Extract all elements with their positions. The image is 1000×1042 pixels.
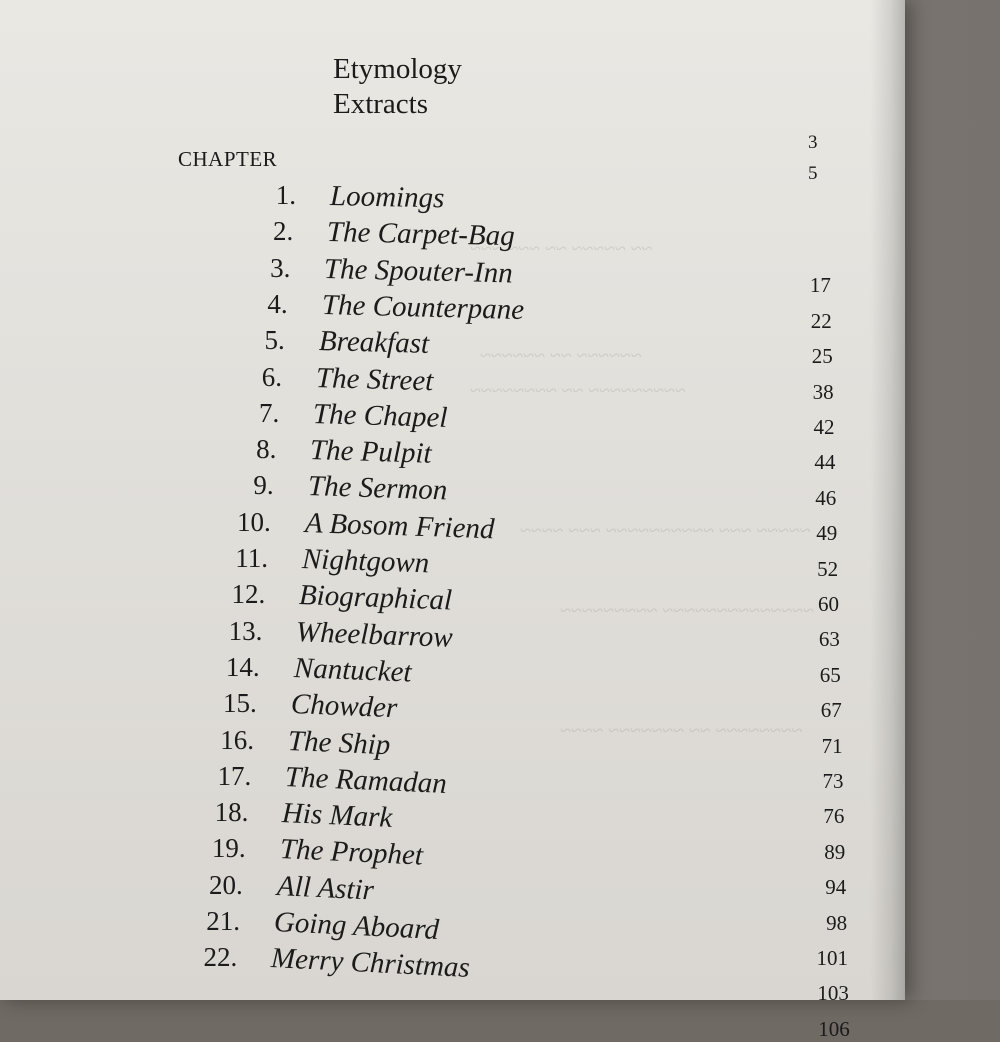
chapter-page-number: 98: [826, 910, 848, 935]
chapter-number: 12.: [231, 579, 266, 610]
chapter-page-number: 76: [823, 804, 845, 829]
chapter-page-number: 22: [810, 308, 832, 333]
front-matter-page: 3: [808, 132, 818, 153]
front-matter-title: Extracts: [333, 88, 429, 120]
chapter-title: The Ship: [287, 724, 391, 761]
show-through-text: ~~~~~~ ~~ ~~~~~~: [480, 345, 642, 367]
chapter-page-number: 38: [812, 379, 834, 404]
chapter-page-number: 25: [811, 344, 833, 369]
chapter-number: 4.: [267, 288, 288, 319]
chapter-page-number: 60: [818, 592, 839, 616]
chapter-title: Going Aboard: [273, 906, 440, 947]
chapter-title: The Ramadan: [284, 760, 448, 800]
chapter-title: The Street: [315, 361, 434, 397]
chapter-page-number: 106: [818, 1016, 850, 1041]
chapter-title: The Counterpane: [321, 288, 525, 326]
toc-row: [0, 979, 860, 1041]
chapter-page-number: 73: [822, 769, 844, 793]
chapter-number: 22.: [203, 942, 238, 973]
chapter-label: CHAPTER: [178, 147, 278, 171]
front-matter-page: 5: [808, 163, 818, 184]
chapter-number: 3.: [270, 252, 291, 283]
chapter-page-number: 49: [816, 521, 838, 546]
chapter-number: 19.: [211, 833, 246, 864]
chapter-number: 6.: [261, 361, 282, 392]
show-through-text: ~~~~~ ~~~ ~~~~~~~~~~ ~~~ ~~~~: [520, 520, 811, 542]
chapter-page-number: 63: [818, 627, 840, 652]
chapter-title: The Sermon: [307, 470, 448, 507]
chapter-number: 16.: [220, 724, 254, 755]
chapter-number: 17.: [217, 760, 252, 791]
chapter-title: The Chapel: [312, 397, 449, 434]
chapter-page-number: 42: [813, 415, 835, 439]
chapter-number: 1.: [275, 180, 296, 210]
chapter-number: 10.: [237, 506, 271, 537]
chapter-title: Nantucket: [292, 651, 412, 689]
page-edge-shadow: [870, 0, 905, 1000]
chapter-number: 15.: [223, 688, 257, 719]
chapter-number: 20.: [209, 869, 243, 900]
chapter-title: Biographical: [298, 579, 453, 617]
chapter-number: 8.: [256, 434, 277, 465]
chapter-page-number: 65: [819, 662, 841, 687]
chapter-number: 14.: [225, 651, 260, 682]
chapter-title: The Spouter-Inn: [324, 252, 514, 290]
chapter-title: The Prophet: [278, 833, 424, 872]
chapter-title: The Pulpit: [309, 434, 433, 470]
chapter-number: 7.: [258, 397, 280, 428]
chapter-number: 9.: [253, 470, 274, 501]
chapter-title: The Carpet-Bag: [326, 216, 516, 253]
front-matter-title: Etymology: [333, 53, 462, 85]
chapter-page-number: 67: [820, 698, 842, 723]
chapter-number: 21.: [206, 906, 240, 936]
chapter-title: Merry Christmas: [270, 942, 471, 985]
chapter-title: All Astir: [276, 869, 375, 907]
show-through-text: ~~~~~~~~ ~~ ~~~~~~~ ~~~~: [560, 720, 803, 742]
chapter-title: Wheelbarrow: [295, 615, 454, 654]
chapter-page-number: 94: [825, 875, 847, 900]
chapter-page-number: 44: [814, 450, 836, 475]
show-through-text: ~~~~~~~~~~~~~~ ~~~~~~~~~: [560, 600, 814, 622]
toc-row: [0, 180, 860, 216]
show-through-text: ~~ ~~~~~ ~~ ~~~ ~~~: [470, 238, 653, 260]
chapter-number: 2.: [272, 216, 294, 247]
chapter-page-number: 17: [809, 273, 831, 298]
chapter-page-number: 89: [824, 839, 846, 864]
chapter-title: A Bosom Friend: [304, 506, 495, 546]
chapter-number: 11.: [235, 543, 268, 573]
chapter-title: His Mark: [281, 797, 394, 835]
chapter-number: 5.: [264, 325, 285, 356]
chapter-page-number: 46: [815, 485, 837, 510]
chapter-page-number: 103: [817, 981, 849, 1006]
chapter-title: Nightgown: [301, 543, 430, 580]
chapter-title: Chowder: [290, 688, 398, 725]
chapter-page-number: 52: [817, 556, 839, 581]
chapter-page-number: 101: [816, 946, 848, 970]
show-through-text: ~~~~~~~~~ ~~ ~~~~~~~~: [470, 380, 686, 402]
chapter-title: Breakfast: [318, 325, 430, 361]
chapter-number: 13.: [228, 615, 263, 646]
chapter-number: 18.: [214, 797, 249, 828]
toc-row: [0, 942, 860, 1006]
chapter-title: Loomings: [329, 180, 445, 215]
chapter-page-number: 71: [821, 733, 843, 758]
